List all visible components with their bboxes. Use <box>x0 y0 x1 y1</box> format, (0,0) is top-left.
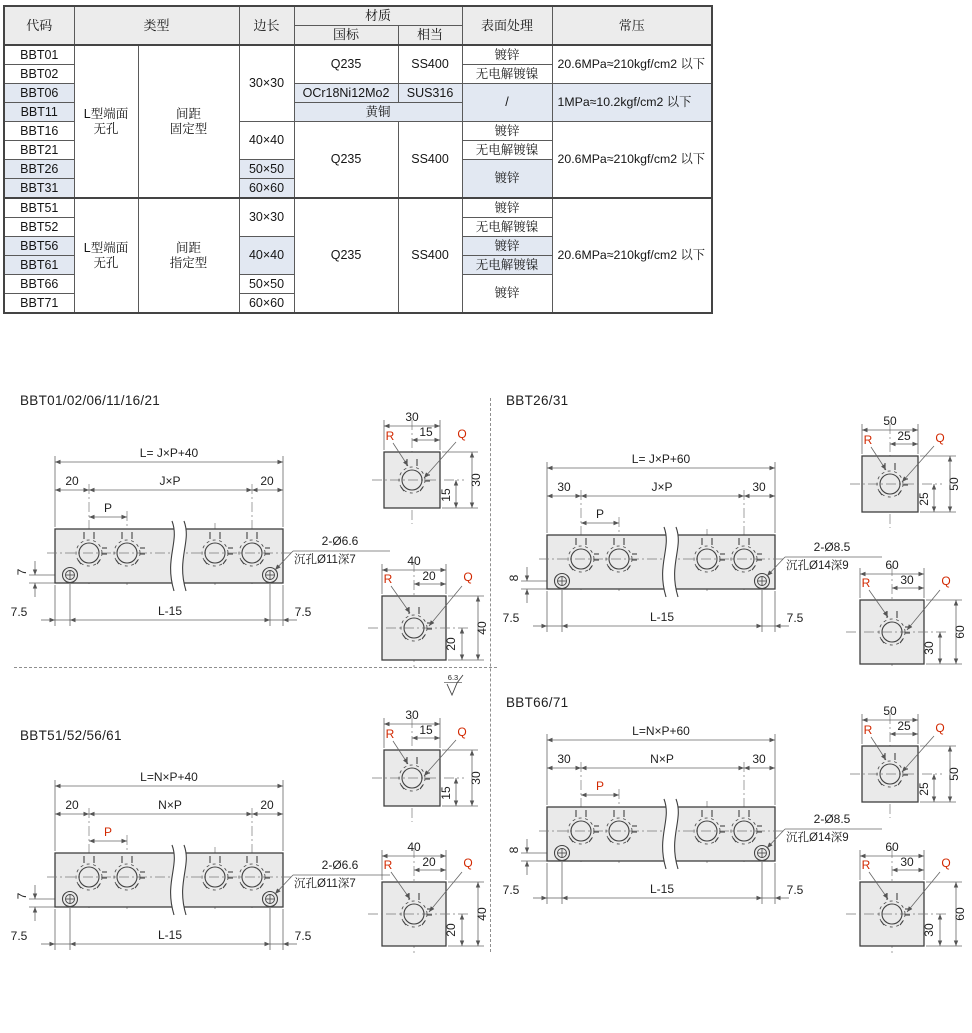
bar-view <box>11 770 390 950</box>
cell-code: BBT52 <box>4 218 74 237</box>
hole-note-counterbore: 沉孔Ø11深7 <box>294 878 356 890</box>
cell-surface: 无电解镀镍 <box>462 65 552 84</box>
cell-surface: 无电解镀镍 <box>462 141 552 160</box>
port-label-r: R <box>383 572 393 586</box>
dim-end-right: 7.5 <box>294 929 312 943</box>
dim-square-half: 25 <box>897 719 911 733</box>
dim-square-size: 40 <box>407 554 421 568</box>
dim-square-half: 30 <box>900 855 914 869</box>
dim-pitch: P <box>595 779 605 793</box>
dim-center-length: L-15 <box>649 610 675 624</box>
drawing-q2 <box>492 390 972 668</box>
cell-code: BBT61 <box>4 256 74 275</box>
dim-center-length: L-15 <box>649 882 675 896</box>
dim-square-size: 30 <box>405 410 419 424</box>
cell-surface: 镀锌 <box>462 45 552 65</box>
dim-square-half: 25 <box>897 429 911 443</box>
cell-equiv: SUS316 <box>398 84 462 103</box>
surface-roughness-symbol <box>444 673 463 695</box>
port-label-q: Q <box>457 427 467 441</box>
hole-note-size: 2-Ø8.5 <box>813 540 851 554</box>
dim-edge-offset: 7 <box>15 892 29 900</box>
cell-side: 30×30 <box>239 198 294 237</box>
dim-square-half: 20 <box>422 855 436 869</box>
cell-code: BBT51 <box>4 198 74 218</box>
cell-code: BBT56 <box>4 237 74 256</box>
end-view-b <box>846 558 967 668</box>
port-label-q: Q <box>941 856 951 870</box>
dim-square-size-side: 30 <box>469 771 483 785</box>
end-view-b <box>846 840 967 954</box>
dim-square-half-side: 30 <box>922 641 936 655</box>
port-label-q: Q <box>935 431 945 445</box>
dim-square-size: 30 <box>405 708 419 722</box>
cell-gb: Q235 <box>294 122 398 199</box>
header-type: 类型 <box>74 6 239 45</box>
cell-pressure: 1MPa≈10.2kgf/cm2 以下 <box>552 84 712 122</box>
dim-square-size-side: 50 <box>947 767 961 781</box>
dim-end-right: 7.5 <box>786 883 804 897</box>
cell-code: BBT16 <box>4 122 74 141</box>
cell-type-pitch: 间距 固定型 <box>138 45 239 198</box>
cell-side: 50×50 <box>239 160 294 179</box>
dim-square-size-side: 40 <box>475 907 489 921</box>
drawing-title: BBT66/71 <box>506 695 569 710</box>
end-view-a <box>372 410 483 524</box>
header-side: 边长 <box>239 6 294 45</box>
dim-margin-left: 30 <box>557 752 571 766</box>
cell-surface: 镀锌 <box>462 160 552 199</box>
cell-pressure: 20.6MPa≈210kgf/cm2 以下 <box>552 45 712 84</box>
dim-center-length: L-15 <box>157 928 183 942</box>
cell-code: BBT71 <box>4 294 74 314</box>
port-label-r: R <box>863 433 873 447</box>
dim-margin-left: 30 <box>557 480 571 494</box>
end-view-a <box>372 708 483 822</box>
dim-margin-right: 20 <box>260 474 274 488</box>
port-label-r: R <box>861 858 871 872</box>
cell-surface: 镀锌 <box>462 275 552 314</box>
port-label-q: Q <box>935 721 945 735</box>
dim-square-half-side: 15 <box>439 488 453 502</box>
hole-note-size: 2-Ø8.5 <box>813 812 851 826</box>
cell-code: BBT66 <box>4 275 74 294</box>
dim-square-size-side: 60 <box>953 625 967 639</box>
cell-type-pitch: 间距 指定型 <box>138 198 239 313</box>
dim-square-size: 50 <box>883 704 897 718</box>
port-label-r: R <box>863 723 873 737</box>
dim-square-size: 50 <box>883 414 897 428</box>
header-material: 材质 <box>294 6 462 26</box>
cell-code: BBT01 <box>4 45 74 65</box>
cell-surface: 无电解镀镍 <box>462 218 552 237</box>
cell-code: BBT26 <box>4 160 74 179</box>
cell-material-brass: 黄铜 <box>294 103 462 122</box>
dim-square-half-side: 25 <box>917 782 931 796</box>
cell-surface: 镀锌 <box>462 237 552 256</box>
dim-square-size-side: 30 <box>469 473 483 487</box>
dim-center-length: L-15 <box>157 604 183 618</box>
dim-total-length: L=N×P+40 <box>140 770 198 784</box>
dim-square-size: 40 <box>407 840 421 854</box>
bar-view <box>503 724 882 904</box>
dim-margin-right: 30 <box>752 480 766 494</box>
cell-equiv: SS400 <box>398 45 462 84</box>
cell-pressure: 20.6MPa≈210kgf/cm2 以下 <box>552 122 712 199</box>
cell-side: 60×60 <box>239 179 294 199</box>
bar-body <box>55 529 283 583</box>
cell-surface: 镀锌 <box>462 198 552 218</box>
bar-body <box>55 853 283 907</box>
dim-square-half-side: 15 <box>439 786 453 800</box>
end-view-a <box>850 704 961 818</box>
port-label-r: R <box>383 858 393 872</box>
bar-view <box>503 452 882 632</box>
dim-square-size: 60 <box>885 558 899 572</box>
cell-surface: / <box>462 84 552 122</box>
port-label-q: Q <box>463 570 473 584</box>
table-row <box>4 45 712 65</box>
cell-code: BBT11 <box>4 103 74 122</box>
dim-square-half: 15 <box>419 723 433 737</box>
dim-pitch: P <box>103 825 113 839</box>
header-row-1 <box>4 6 712 26</box>
end-view-b <box>368 554 489 668</box>
cell-equiv: SS400 <box>398 122 462 199</box>
table-row <box>4 198 712 218</box>
cell-gb: Q235 <box>294 45 398 84</box>
cell-surface: 镀锌 <box>462 122 552 141</box>
cell-pressure: 20.6MPa≈210kgf/cm2 以下 <box>552 198 712 313</box>
cell-code: BBT21 <box>4 141 74 160</box>
dim-square-half-side: 20 <box>444 923 458 937</box>
dim-margin-left: 20 <box>65 798 79 812</box>
cell-type-face: L型端面 无孔 <box>74 198 138 313</box>
cell-gb: OCr18Ni12Mo2 <box>294 84 398 103</box>
bar-body <box>547 535 775 589</box>
cell-surface: 无电解镀镍 <box>462 256 552 275</box>
port-label-r: R <box>385 727 395 741</box>
dim-edge-offset: 8 <box>507 846 521 854</box>
cell-side: 40×40 <box>239 122 294 160</box>
header-surface: 表面处理 <box>462 6 552 45</box>
port-label-q: Q <box>463 856 473 870</box>
end-view-b <box>368 840 489 954</box>
cell-type-face: L型端面 无孔 <box>74 45 138 198</box>
dim-total-length: L= J×P+60 <box>631 452 691 466</box>
port-label-q: Q <box>941 574 951 588</box>
dim-edge-offset: 7 <box>15 568 29 576</box>
drawing-q1 <box>0 390 492 668</box>
roughness-value: 6.3 <box>447 673 459 682</box>
bar-body <box>547 807 775 861</box>
dim-square-half-side: 20 <box>444 637 458 651</box>
dim-hole-span: N×P <box>650 752 674 766</box>
cell-equiv: SS400 <box>398 198 462 313</box>
cell-side: 40×40 <box>239 237 294 275</box>
dim-square-half: 15 <box>419 425 433 439</box>
hole-note-counterbore: 沉孔Ø11深7 <box>294 554 356 566</box>
dim-pitch: P <box>103 501 113 515</box>
dim-margin-right: 30 <box>752 752 766 766</box>
port-label-q: Q <box>457 725 467 739</box>
dim-end-right: 7.5 <box>294 605 312 619</box>
cell-side: 30×30 <box>239 45 294 122</box>
header-equiv: 相当 <box>398 26 462 46</box>
drawing-q3 <box>0 668 492 1013</box>
dim-total-length: L=N×P+60 <box>632 724 690 738</box>
dim-pitch: P <box>595 507 605 521</box>
cell-code: BBT06 <box>4 84 74 103</box>
dim-square-size: 60 <box>885 840 899 854</box>
drawing-title: BBT51/52/56/61 <box>20 728 122 743</box>
cell-code: BBT31 <box>4 179 74 199</box>
dim-margin-right: 20 <box>260 798 274 812</box>
cell-side: 50×50 <box>239 275 294 294</box>
dim-total-length: L= J×P+40 <box>139 446 199 460</box>
dim-hole-span: J×P <box>159 474 181 488</box>
dim-end-left: 7.5 <box>502 883 520 897</box>
dim-hole-span: N×P <box>158 798 182 812</box>
spec-table <box>3 5 713 314</box>
dim-margin-left: 20 <box>65 474 79 488</box>
dim-edge-offset: 8 <box>507 574 521 582</box>
dim-square-size-side: 40 <box>475 621 489 635</box>
port-label-r: R <box>385 429 395 443</box>
dim-end-left: 7.5 <box>502 611 520 625</box>
hole-note-size: 2-Ø6.6 <box>321 534 359 548</box>
dim-square-size-side: 60 <box>953 907 967 921</box>
hole-note-size: 2-Ø6.6 <box>321 858 359 872</box>
drawing-title: BBT26/31 <box>506 393 569 408</box>
dim-end-left: 7.5 <box>10 929 28 943</box>
cell-gb: Q235 <box>294 198 398 313</box>
cell-code: BBT02 <box>4 65 74 84</box>
drawing-q4 <box>492 668 972 1013</box>
header-pressure: 常压 <box>552 6 712 45</box>
dim-square-half-side: 30 <box>922 923 936 937</box>
dim-square-half: 20 <box>422 569 436 583</box>
dim-square-half-side: 25 <box>917 492 931 506</box>
dim-end-left: 7.5 <box>10 605 28 619</box>
header-gb: 国标 <box>294 26 398 46</box>
dim-square-half: 30 <box>900 573 914 587</box>
header-code: 代码 <box>4 6 74 45</box>
cell-side: 60×60 <box>239 294 294 314</box>
dim-end-right: 7.5 <box>786 611 804 625</box>
port-label-r: R <box>861 576 871 590</box>
bar-view <box>11 446 390 626</box>
dim-square-size-side: 50 <box>947 477 961 491</box>
hole-note-counterbore: 沉孔Ø14深9 <box>786 560 849 572</box>
drawing-title: BBT01/02/06/11/16/21 <box>20 393 161 408</box>
dim-hole-span: J×P <box>651 480 673 494</box>
end-view-a <box>850 414 961 528</box>
hole-note-counterbore: 沉孔Ø14深9 <box>786 832 849 844</box>
